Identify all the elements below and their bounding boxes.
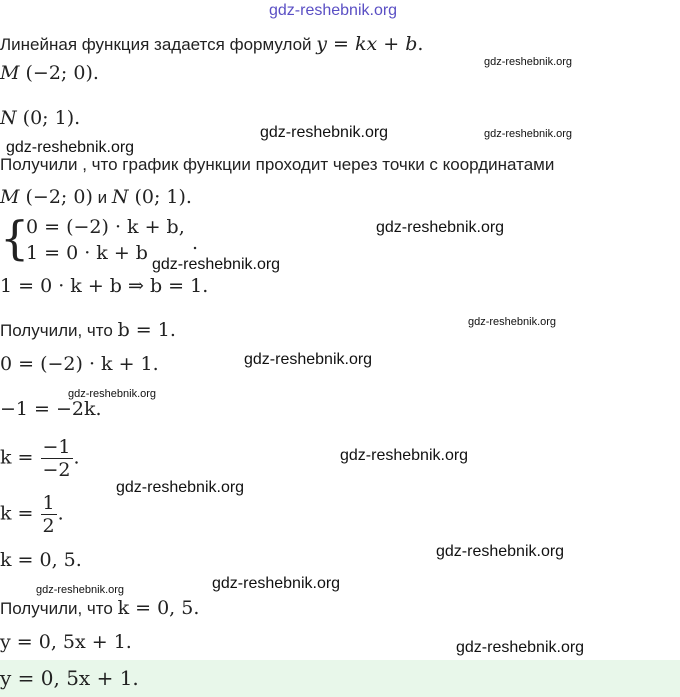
period: . <box>57 502 64 525</box>
k-equals: k = <box>0 446 40 469</box>
points-line <box>0 186 192 208</box>
solve-b-line: 1 = 0 · k + b ⇒ b = 1. <box>0 275 209 297</box>
watermark: gdz-reshebnik.org <box>68 388 157 400</box>
watermark: gdz-reshebnik.org <box>6 139 135 156</box>
result-k-line <box>0 597 199 619</box>
numerator: −1 <box>42 436 71 458</box>
conclusion-line: Получили , что график функции проходит через точки с координатами <box>0 155 555 174</box>
numerator: 1 <box>42 492 55 514</box>
formula-line: y = 0, 5x + 1. <box>0 631 132 653</box>
watermark: gdz-reshebnik.org <box>244 351 373 368</box>
watermark: gdz-reshebnik.org <box>484 56 573 68</box>
fraction <box>41 492 57 537</box>
watermark: gdz-reshebnik.org <box>36 584 125 596</box>
k-value-line: k = 0, 5. <box>0 549 82 571</box>
substitute-line: 0 = (−2) · k + 1. <box>0 353 159 375</box>
var-y: y <box>316 33 328 55</box>
point-n-line <box>0 107 80 129</box>
point-m-coords: (−2; 0). <box>19 62 99 84</box>
and-text: и <box>92 188 112 207</box>
watermark: gdz-reshebnik.org <box>468 316 557 328</box>
point-m-coords: (−2; 0) <box>19 186 93 208</box>
watermark-top: gdz-reshebnik.org <box>269 2 398 19</box>
point-n-coords: (0; 1). <box>16 107 81 129</box>
point-m-line <box>0 62 99 84</box>
result-k-text: Получили, что <box>0 599 113 618</box>
var-kx: kx <box>355 33 378 55</box>
system-brace: { <box>0 211 30 265</box>
result-k-math: k = 0, 5. <box>117 597 200 619</box>
result-b-text: Получили, что <box>0 321 113 340</box>
system-eq-2: 1 = 0 · k + b <box>26 242 148 264</box>
equation-line: −1 = −2k. <box>0 398 102 420</box>
system-eq-1: 0 = (−2) · k + b, <box>26 216 185 238</box>
k-equals: k = <box>0 502 40 525</box>
answer-line: y = 0, 5x + 1. <box>0 666 139 690</box>
intro-text: Линейная функция задается формулой <box>0 35 312 54</box>
watermark: gdz-reshebnik.org <box>436 543 565 560</box>
point-n: N <box>0 107 17 129</box>
watermark: gdz-reshebnik.org <box>212 575 341 592</box>
point-n: N <box>111 186 129 208</box>
point-m: M <box>0 62 20 84</box>
eq-sign: = <box>327 33 356 55</box>
watermark: gdz-reshebnik.org <box>376 219 505 236</box>
fraction-line-2 <box>0 492 64 537</box>
watermark: gdz-reshebnik.org <box>456 639 585 656</box>
watermark: gdz-reshebnik.org <box>484 128 573 140</box>
var-b: b <box>405 33 418 55</box>
denominator: 2 <box>42 515 55 537</box>
watermark: gdz-reshebnik.org <box>152 256 281 273</box>
point-m: M <box>0 186 20 208</box>
period: . <box>73 446 80 469</box>
watermark: gdz-reshebnik.org <box>260 124 389 141</box>
plus-sign: + <box>377 33 406 55</box>
result-b-math: b = 1. <box>117 319 176 341</box>
fraction-line-1 <box>0 436 80 481</box>
system-period: . <box>192 232 199 254</box>
point-n-coords: (0; 1). <box>128 186 192 208</box>
result-b-line <box>0 319 176 341</box>
period: . <box>417 33 424 55</box>
denominator: −2 <box>42 459 71 481</box>
fraction <box>41 436 73 481</box>
intro-line <box>0 33 423 55</box>
watermark: gdz-reshebnik.org <box>340 447 469 464</box>
watermark: gdz-reshebnik.org <box>116 479 245 496</box>
